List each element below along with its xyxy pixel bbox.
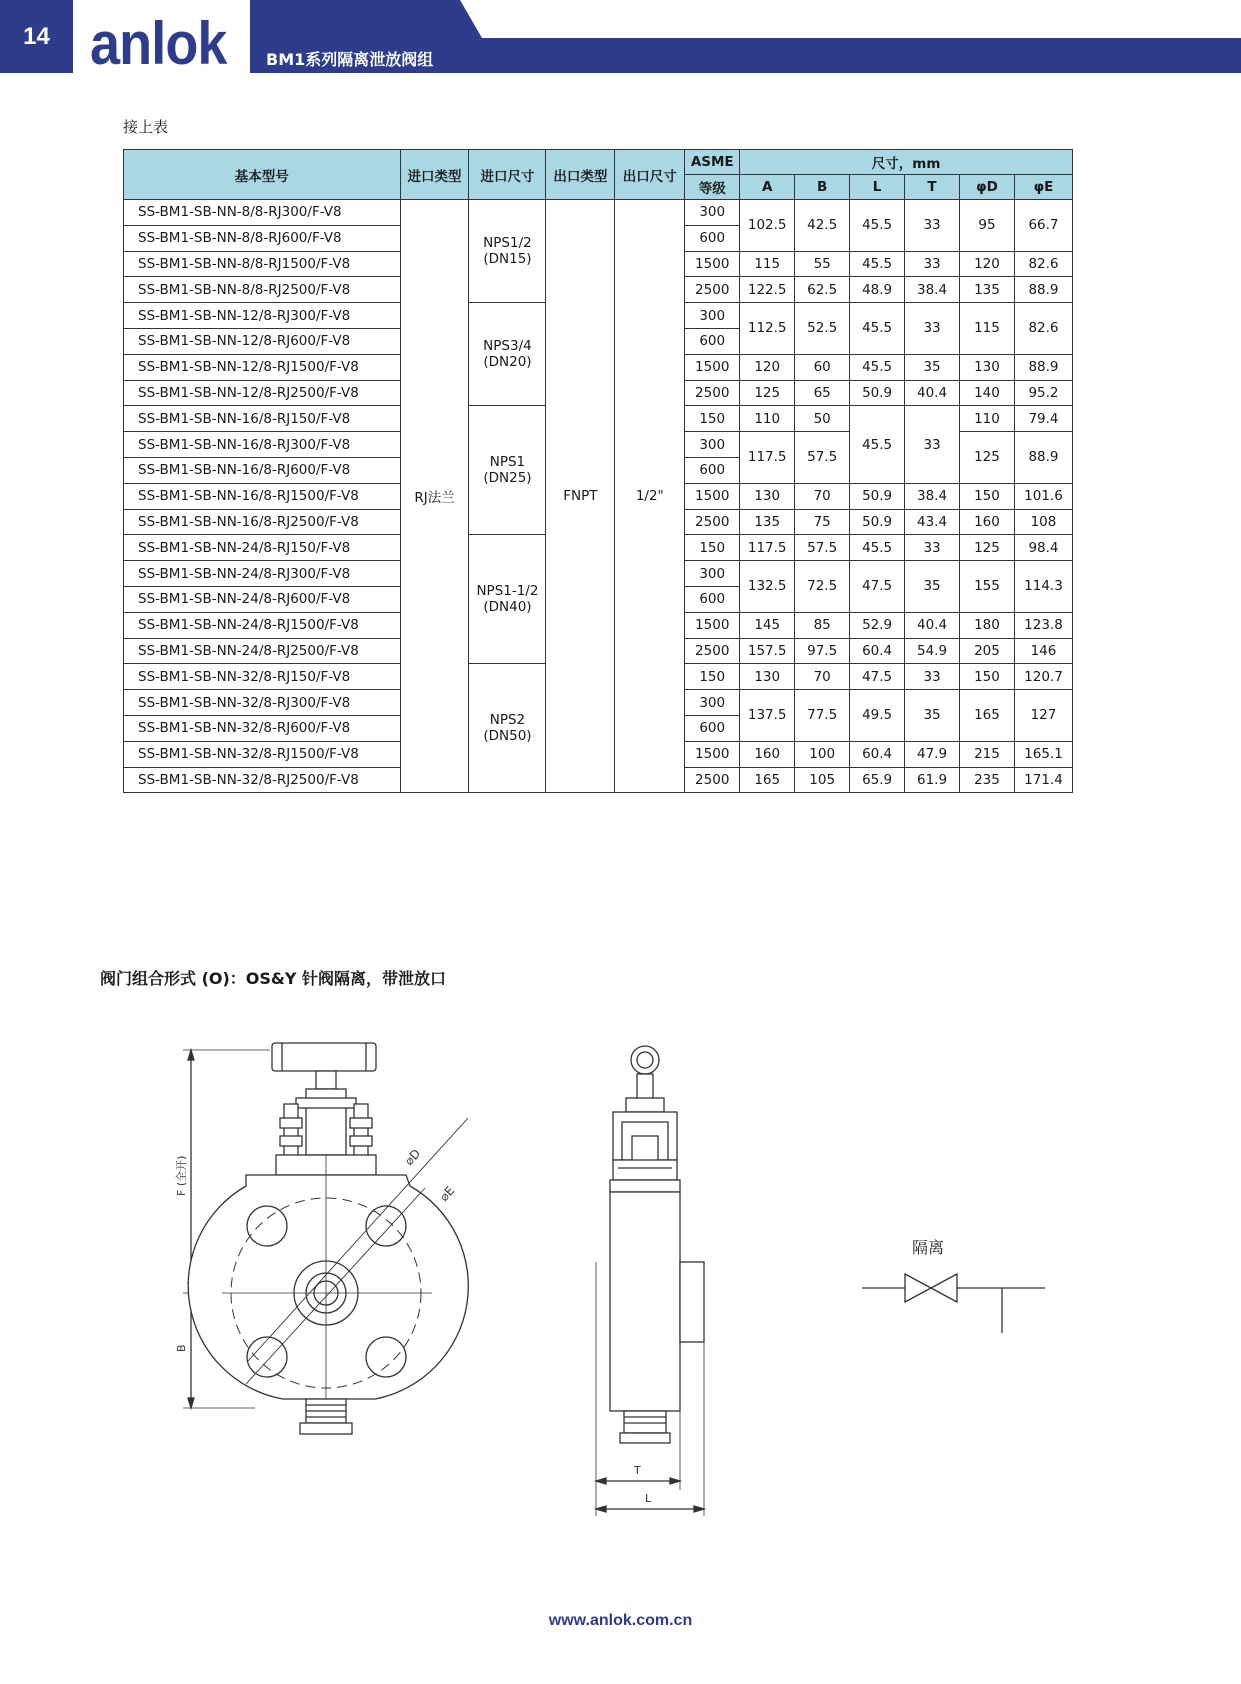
dim-t-cell: 40.4 <box>905 380 960 406</box>
asme-cell: 1500 <box>685 612 740 638</box>
model-cell: SS-BM1-SB-NN-8/8-RJ2500/F-V8 <box>124 277 401 303</box>
dim-b-cell: 62.5 <box>795 277 850 303</box>
dimension-label-f: F (全开) <box>175 1155 188 1196</box>
dim-e-cell: 79.4 <box>1014 406 1072 432</box>
dimension-label-b: B <box>175 1344 188 1352</box>
outlet-type-cell: FNPT <box>546 200 615 793</box>
dim-b-cell: 70 <box>795 664 850 690</box>
header-outlet-type: 出口类型 <box>546 150 615 200</box>
asme-cell: 300 <box>685 303 740 329</box>
dim-b-cell: 70 <box>795 483 850 509</box>
inlet-dn: (DN15) <box>483 251 532 268</box>
header-d: φD <box>960 175 1015 200</box>
header-asme: ASME <box>685 150 740 175</box>
header-outlet-size: 出口尺寸 <box>615 150 685 200</box>
inlet-dn: (DN50) <box>483 728 532 745</box>
dim-l-cell: 50.9 <box>850 509 905 535</box>
dim-d-cell: 150 <box>960 664 1015 690</box>
dim-e-cell: 171.4 <box>1014 767 1072 793</box>
asme-cell: 2500 <box>685 509 740 535</box>
dim-d-cell: 135 <box>960 277 1015 303</box>
inlet-size-cell <box>469 535 546 664</box>
page-number: 14 <box>0 0 73 73</box>
dim-l-cell: 45.5 <box>850 406 905 483</box>
asme-cell: 2500 <box>685 767 740 793</box>
dim-b-cell: 52.5 <box>795 303 850 355</box>
model-cell: SS-BM1-SB-NN-32/8-RJ2500/F-V8 <box>124 767 401 793</box>
dim-t-cell: 54.9 <box>905 638 960 664</box>
inlet-size-cell <box>469 406 546 535</box>
dim-t-cell: 33 <box>905 303 960 355</box>
model-cell: SS-BM1-SB-NN-32/8-RJ150/F-V8 <box>124 664 401 690</box>
dim-l-cell: 47.5 <box>850 561 905 613</box>
dim-d-cell: 150 <box>960 483 1015 509</box>
dim-e-cell: 146 <box>1014 638 1072 664</box>
model-cell: SS-BM1-SB-NN-24/8-RJ1500/F-V8 <box>124 612 401 638</box>
asme-cell: 300 <box>685 432 740 458</box>
dim-a-cell: 137.5 <box>740 690 795 742</box>
dim-d-cell: 155 <box>960 561 1015 613</box>
dim-a-cell: 112.5 <box>740 303 795 355</box>
dim-a-cell: 102.5 <box>740 200 795 252</box>
dim-d-cell: 235 <box>960 767 1015 793</box>
dim-l-cell: 45.5 <box>850 200 905 252</box>
inlet-nps: NPS1/2 <box>483 235 532 252</box>
dim-e-cell: 120.7 <box>1014 664 1072 690</box>
outlet-size-cell: 1/2" <box>615 200 685 793</box>
asme-cell: 2500 <box>685 638 740 664</box>
dim-e-cell: 114.3 <box>1014 561 1072 613</box>
asme-cell: 2500 <box>685 380 740 406</box>
dim-e-cell: 88.9 <box>1014 354 1072 380</box>
inlet-size-cell <box>469 200 546 303</box>
header-e: φE <box>1014 175 1072 200</box>
footer-url[interactable]: www.anlok.com.cn <box>548 1612 693 1629</box>
dim-a-cell: 145 <box>740 612 795 638</box>
asme-cell: 600 <box>685 586 740 612</box>
symbol-label: 隔离 <box>912 1238 945 1257</box>
dim-l-cell: 50.9 <box>850 380 905 406</box>
model-cell: SS-BM1-SB-NN-16/8-RJ2500/F-V8 <box>124 509 401 535</box>
inlet-nps: NPS3/4 <box>483 338 532 355</box>
asme-cell: 600 <box>685 457 740 483</box>
table-caption: 接上表 <box>123 118 169 136</box>
dim-t-cell: 61.9 <box>905 767 960 793</box>
header-inlet-size: 进口尺寸 <box>469 150 546 200</box>
dim-b-cell: 55 <box>795 251 850 277</box>
dim-a-cell: 160 <box>740 741 795 767</box>
dim-d-cell: 95 <box>960 200 1015 252</box>
inlet-size-cell <box>469 303 546 406</box>
model-cell: SS-BM1-SB-NN-16/8-RJ600/F-V8 <box>124 457 401 483</box>
dim-b-cell: 75 <box>795 509 850 535</box>
inlet-type-cell: RJ法兰 <box>400 200 469 793</box>
dim-t-cell: 38.4 <box>905 483 960 509</box>
dim-e-cell: 88.9 <box>1014 432 1072 484</box>
dim-a-cell: 117.5 <box>740 535 795 561</box>
dim-d-cell: 165 <box>960 690 1015 742</box>
model-cell: SS-BM1-SB-NN-8/8-RJ300/F-V8 <box>124 200 401 226</box>
dim-t-cell: 33 <box>905 200 960 252</box>
dim-l-cell: 47.5 <box>850 664 905 690</box>
model-cell: SS-BM1-SB-NN-12/8-RJ600/F-V8 <box>124 328 401 354</box>
dim-a-cell: 165 <box>740 767 795 793</box>
dim-l-cell: 45.5 <box>850 354 905 380</box>
dim-e-cell: 66.7 <box>1014 200 1072 252</box>
dim-l-cell: 45.5 <box>850 251 905 277</box>
dim-t-cell: 35 <box>905 561 960 613</box>
dim-b-cell: 77.5 <box>795 690 850 742</box>
front-view <box>174 1043 468 1434</box>
dim-a-cell: 130 <box>740 483 795 509</box>
inlet-nps: NPS1 <box>489 454 526 471</box>
asme-cell: 600 <box>685 225 740 251</box>
dim-e-cell: 98.4 <box>1014 535 1072 561</box>
dim-d-cell: 160 <box>960 509 1015 535</box>
spec-table <box>123 149 1073 793</box>
dim-d-cell: 110 <box>960 406 1015 432</box>
dim-b-cell: 72.5 <box>795 561 850 613</box>
model-cell: SS-BM1-SB-NN-16/8-RJ1500/F-V8 <box>124 483 401 509</box>
model-cell: SS-BM1-SB-NN-8/8-RJ600/F-V8 <box>124 225 401 251</box>
section-title: 阀门组合形式 (O)：OS&Y 针阀隔离，带泄放口 <box>100 969 447 988</box>
header-l: L <box>850 175 905 200</box>
header-inlet-type: 进口类型 <box>400 150 469 200</box>
dim-a-cell: 125 <box>740 380 795 406</box>
table-row <box>124 200 1073 226</box>
model-cell: SS-BM1-SB-NN-24/8-RJ600/F-V8 <box>124 586 401 612</box>
inlet-dn: (DN20) <box>483 354 532 371</box>
dim-l-cell: 48.9 <box>850 277 905 303</box>
dim-t-cell: 33 <box>905 664 960 690</box>
model-cell: SS-BM1-SB-NN-24/8-RJ300/F-V8 <box>124 561 401 587</box>
dim-t-cell: 33 <box>905 406 960 483</box>
dim-e-cell: 165.1 <box>1014 741 1072 767</box>
asme-cell: 300 <box>685 690 740 716</box>
dim-a-cell: 115 <box>740 251 795 277</box>
inlet-dn: (DN40) <box>483 599 532 616</box>
dim-t-cell: 43.4 <box>905 509 960 535</box>
dim-e-cell: 82.6 <box>1014 303 1072 355</box>
dim-l-cell: 60.4 <box>850 741 905 767</box>
dim-d-cell: 125 <box>960 535 1015 561</box>
dim-t-cell: 47.9 <box>905 741 960 767</box>
dim-d-cell: 120 <box>960 251 1015 277</box>
dim-b-cell: 85 <box>795 612 850 638</box>
asme-cell: 300 <box>685 200 740 226</box>
model-cell: SS-BM1-SB-NN-12/8-RJ2500/F-V8 <box>124 380 401 406</box>
dim-l-cell: 50.9 <box>850 483 905 509</box>
dim-a-cell: 157.5 <box>740 638 795 664</box>
dim-e-cell: 108 <box>1014 509 1072 535</box>
dim-b-cell: 57.5 <box>795 535 850 561</box>
dim-d-cell: 180 <box>960 612 1015 638</box>
inlet-size-cell <box>469 664 546 793</box>
valve-drawings <box>0 1000 1241 1560</box>
dim-a-cell: 132.5 <box>740 561 795 613</box>
dim-a-cell: 130 <box>740 664 795 690</box>
dim-d-cell: 125 <box>960 432 1015 484</box>
dim-b-cell: 60 <box>795 354 850 380</box>
asme-cell: 1500 <box>685 483 740 509</box>
dim-a-cell: 135 <box>740 509 795 535</box>
dim-t-cell: 33 <box>905 251 960 277</box>
dim-t-cell: 38.4 <box>905 277 960 303</box>
model-cell: SS-BM1-SB-NN-8/8-RJ1500/F-V8 <box>124 251 401 277</box>
model-cell: SS-BM1-SB-NN-12/8-RJ300/F-V8 <box>124 303 401 329</box>
header-t: T <box>905 175 960 200</box>
asme-cell: 1500 <box>685 741 740 767</box>
model-cell: SS-BM1-SB-NN-32/8-RJ600/F-V8 <box>124 715 401 741</box>
model-cell: SS-BM1-SB-NN-24/8-RJ150/F-V8 <box>124 535 401 561</box>
dim-b-cell: 105 <box>795 767 850 793</box>
dim-t-cell: 35 <box>905 690 960 742</box>
model-cell: SS-BM1-SB-NN-32/8-RJ300/F-V8 <box>124 690 401 716</box>
header-grade: 等级 <box>685 175 740 200</box>
dimension-label-l: L <box>645 1492 652 1505</box>
series-title: BM1系列隔离泄放阀组 <box>266 50 434 69</box>
dim-t-cell: 35 <box>905 354 960 380</box>
dim-b-cell: 100 <box>795 741 850 767</box>
dim-d-cell: 215 <box>960 741 1015 767</box>
inlet-nps: NPS2 <box>489 712 526 729</box>
dim-l-cell: 45.5 <box>850 303 905 355</box>
asme-cell: 150 <box>685 664 740 690</box>
dim-t-cell: 40.4 <box>905 612 960 638</box>
header-b: B <box>795 175 850 200</box>
asme-cell: 1500 <box>685 354 740 380</box>
dimension-label-e: ⌀E <box>436 1183 458 1205</box>
dimension-label-t: T <box>634 1464 641 1477</box>
asme-cell: 1500 <box>685 251 740 277</box>
dim-b-cell: 97.5 <box>795 638 850 664</box>
dim-a-cell: 120 <box>740 354 795 380</box>
header-a: A <box>740 175 795 200</box>
side-view <box>596 1046 704 1516</box>
dim-e-cell: 101.6 <box>1014 483 1072 509</box>
model-cell: SS-BM1-SB-NN-32/8-RJ1500/F-V8 <box>124 741 401 767</box>
dim-l-cell: 49.5 <box>850 690 905 742</box>
asme-cell: 600 <box>685 715 740 741</box>
asme-cell: 150 <box>685 535 740 561</box>
dim-b-cell: 65 <box>795 380 850 406</box>
model-cell: SS-BM1-SB-NN-16/8-RJ150/F-V8 <box>124 406 401 432</box>
dim-t-cell: 33 <box>905 535 960 561</box>
dim-l-cell: 52.9 <box>850 612 905 638</box>
dim-e-cell: 82.6 <box>1014 251 1072 277</box>
dim-d-cell: 205 <box>960 638 1015 664</box>
brand-logo: anlok <box>90 10 227 77</box>
header-dimensions: 尺寸，mm <box>740 150 1073 175</box>
inlet-dn: (DN25) <box>483 470 532 487</box>
model-cell: SS-BM1-SB-NN-24/8-RJ2500/F-V8 <box>124 638 401 664</box>
dim-b-cell: 57.5 <box>795 432 850 484</box>
asme-cell: 600 <box>685 328 740 354</box>
asme-cell: 150 <box>685 406 740 432</box>
dim-e-cell: 127 <box>1014 690 1072 742</box>
dim-e-cell: 123.8 <box>1014 612 1072 638</box>
model-cell: SS-BM1-SB-NN-12/8-RJ1500/F-V8 <box>124 354 401 380</box>
dim-d-cell: 140 <box>960 380 1015 406</box>
dim-a-cell: 122.5 <box>740 277 795 303</box>
isolation-valve-symbol <box>862 1238 1045 1333</box>
dim-l-cell: 60.4 <box>850 638 905 664</box>
dim-l-cell: 45.5 <box>850 535 905 561</box>
dimension-label-d: ⌀D <box>401 1146 424 1169</box>
asme-cell: 300 <box>685 561 740 587</box>
dim-b-cell: 42.5 <box>795 200 850 252</box>
model-cell: SS-BM1-SB-NN-16/8-RJ300/F-V8 <box>124 432 401 458</box>
asme-cell: 2500 <box>685 277 740 303</box>
inlet-nps: NPS1-1/2 <box>476 583 539 600</box>
dim-b-cell: 50 <box>795 406 850 432</box>
header-model: 基本型号 <box>124 150 401 200</box>
dim-e-cell: 95.2 <box>1014 380 1072 406</box>
dim-d-cell: 130 <box>960 354 1015 380</box>
dim-e-cell: 88.9 <box>1014 277 1072 303</box>
dim-a-cell: 117.5 <box>740 432 795 484</box>
dim-l-cell: 65.9 <box>850 767 905 793</box>
dim-a-cell: 110 <box>740 406 795 432</box>
dim-d-cell: 115 <box>960 303 1015 355</box>
